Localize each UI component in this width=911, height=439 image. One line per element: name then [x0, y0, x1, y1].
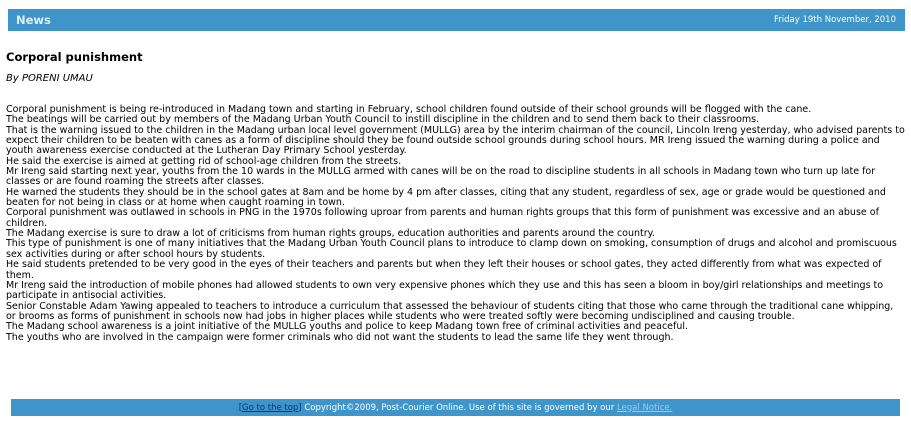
article-body [6, 105, 906, 343]
article-paragraph: Senior Constable Adam Yawing appealed to teachers to introduce a curriculum that assessed the behaviour of students citing that those who came through the traditional cane whipping, or brooms as forms of punishment in schools now had jobs in higher places while students who were treated softly were becoming undisciplined and causing trouble. [6, 300, 894, 322]
article-paragraph: The Madang exercise is sure to draw a lot of criticisms from human rights groups, education authorities and parents around the country. [6, 228, 655, 240]
article-paragraph: That is the warning issued to the children in the Madang urban local level government (MULLG) area by the interim chairman of the council, Lincoln Ireng yesterday, who advised parents to expect their children to be beaten with canes as a form of discipline should they be found outside school grounds during school hours. MR Ireng issued the warning during a police and youth awareness exercise conducted at the Lutheran Day Primary School yesterday. [6, 124, 905, 157]
go-to-top-link[interactable]: Go to the top [242, 402, 299, 413]
copyright-text: Copyright©2009, Post-Courier Online. Use of this site is governed by our [304, 402, 615, 413]
article-paragraph: He said the exercise is aimed at getting rid of school-age children from the streets. [6, 155, 402, 167]
article-paragraph: Corporal punishment is being re-introduced in Madang town and starting in February, school children found outside of their school grounds will be flogged with the cane. [6, 104, 812, 115]
section-label: News [16, 13, 51, 27]
publish-date: Friday 19th November, 2010 [774, 15, 896, 25]
article-paragraph: He warned the students they should be in the school gates at 8am and be home by 4 pm after classes, citing that any student, regardless of sex, age or grade would be questioned and beaten for not being in class or at home when caught roaming in town. [6, 186, 886, 209]
article-paragraph: The beatings will be carried out by members of the Madang Urban Youth Council to instill discipline in the children and to send them back to their classrooms. [6, 114, 760, 126]
footer-bar [11, 399, 900, 416]
article-paragraph: The youths who are involved in the campaign were former criminals who did not want the students to lead the same life they went through. [6, 331, 674, 343]
bracket-close: ] [298, 402, 302, 413]
bracket-open: [ [238, 402, 243, 413]
article-paragraph: The Madang school awareness is a joint initiative of the MULLG youths and police to keep Madang town free of criminal activities and peaceful. [6, 321, 689, 333]
article-byline: By PORENI UMAU [6, 73, 93, 84]
article-paragraph: This type of punishment is one of many initiatives that the Madang Urban Youth Council plans to introduce to clamp down on smoking, consumption of drugs and alcohol and promiscuous sex activities during or after school hours by students. [6, 238, 897, 260]
article-title: Corporal punishment [6, 50, 143, 64]
news-header-bar [8, 9, 905, 31]
legal-notice-link[interactable]: Legal Notice. [616, 402, 673, 413]
article-paragraph: Mr Ireng said the introduction of mobile phones had allowed students to own very expensive phones which they use and this has seen a bloom in boy/girl relationships and meetings to participate in antisocial activities. [6, 279, 884, 302]
article-paragraph: Mr Ireng said starting next year, youths from the 10 wards in the MULLG armed with canes will be on the road to discipline students in all schools in Madang town who turn up late for classes or are found roaming the streets after classes. [6, 166, 876, 188]
article-paragraph: Corporal punishment was outlawed in schools in PNG in the 1970s following uproar from parents and human rights groups that this form of punishment was excessive and an abuse of children. [6, 207, 879, 229]
article-paragraph: He said students pretended to be very good in the eyes of their teachers and parents but when they left their houses or school gates, they acted differently from what was expected of them. [6, 259, 882, 281]
